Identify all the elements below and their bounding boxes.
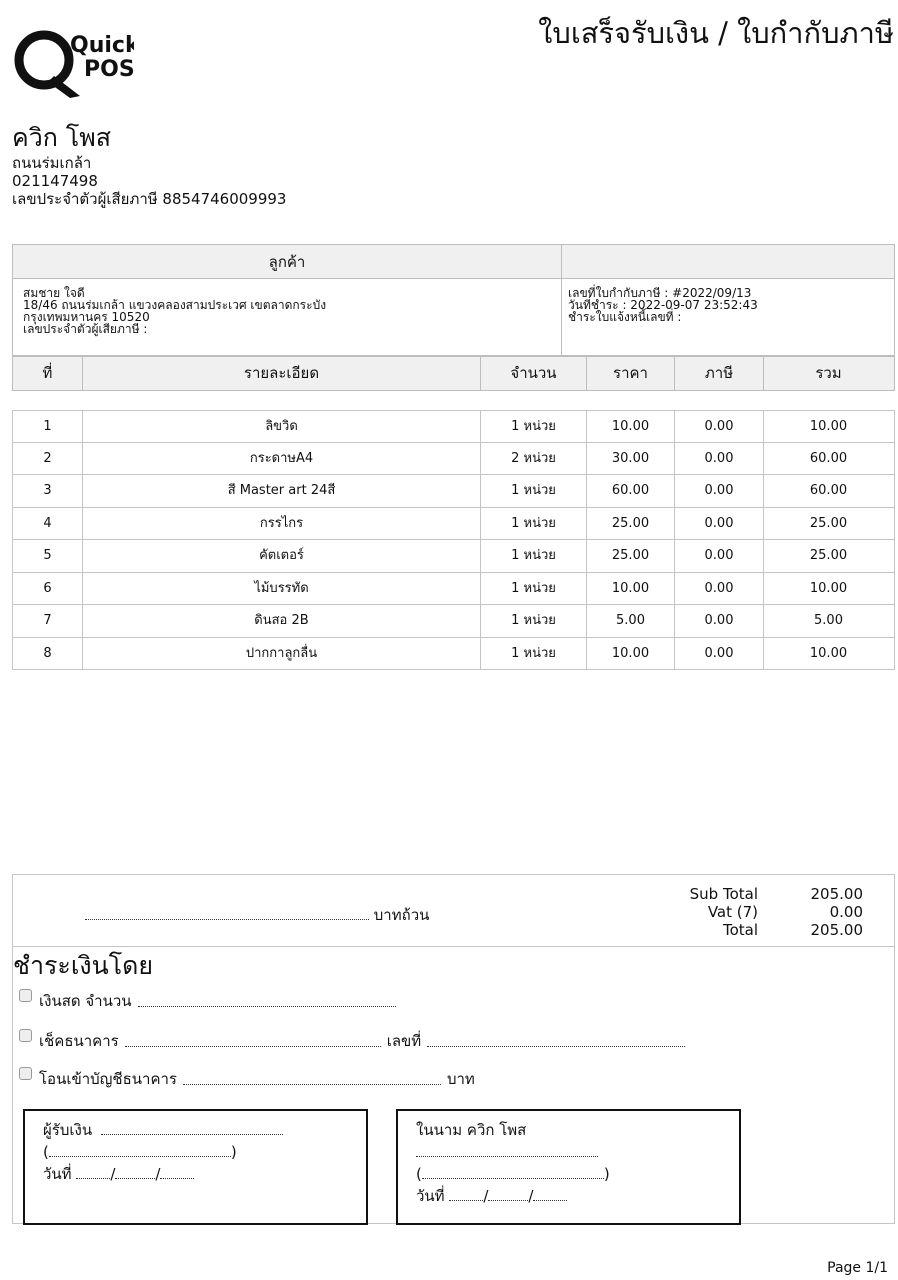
cash-amount-dotted-line	[138, 995, 396, 1007]
cell-total: 5.00	[814, 613, 843, 628]
cell-no: 5	[13, 540, 83, 572]
summary-labels	[653, 885, 758, 939]
transfer-amount-dotted-line	[183, 1073, 441, 1085]
col-header-price: ราคา	[587, 357, 675, 390]
cell-tax: 0.00	[675, 605, 764, 637]
cell-tax: 0.00	[675, 638, 764, 670]
items-table-header	[12, 356, 895, 391]
amount-words-dotted-line	[85, 908, 369, 920]
cell-tax: 0.00	[675, 540, 764, 572]
cheque-number-dotted-line	[427, 1035, 685, 1047]
cheque-label: เช็คธนาคาร	[39, 1032, 119, 1050]
company-logo	[14, 12, 134, 102]
col-header-no: ที่	[13, 357, 83, 390]
customer-tax-id: เลขประจำตัวผู้เสียภาษี :	[23, 322, 148, 336]
company-sign-line	[416, 1141, 721, 1163]
date-day-dotted	[76, 1167, 110, 1179]
invoice-details	[562, 279, 894, 355]
total-label: Total	[722, 921, 758, 939]
cell-total: 10.00	[809, 419, 848, 434]
transfer-label: โอนเข้าบัญชีธนาคาร	[39, 1070, 177, 1088]
company-tax-id: เลขประจำตัวผู้เสียภาษี 8854746009993	[12, 190, 287, 208]
cell-quantity: 1 หน่วย	[481, 540, 587, 572]
cell-no: 6	[13, 573, 83, 605]
table-row	[12, 410, 895, 443]
cheque-number-label: เลขที่	[386, 1032, 422, 1050]
cell-total: 60.00	[809, 483, 848, 498]
cell-description: คัตเตอร์	[83, 540, 481, 572]
cell-description: ลิขวิด	[83, 411, 481, 442]
subtotal-value: 205.00	[810, 885, 863, 903]
receiver-date-label: วันที่	[43, 1165, 72, 1183]
customer-box	[12, 244, 895, 356]
company-date-label: วันที่	[416, 1187, 445, 1205]
paren-close: )	[230, 1143, 237, 1161]
cell-no: 3	[13, 475, 83, 507]
company-info	[12, 122, 286, 208]
date-slash: /	[528, 1187, 534, 1205]
cell-tax: 0.00	[675, 573, 764, 605]
company-name: ควิก โพส	[12, 123, 112, 152]
payment-option-cheque	[19, 1029, 685, 1053]
cell-price: 10.00	[587, 638, 675, 670]
cell-quantity: 1 หน่วย	[481, 638, 587, 670]
cell-total: 60.00	[809, 450, 848, 466]
customer-address-line2: กรุงเทพมหานคร 10520	[23, 310, 150, 324]
cell-price: 10.00	[587, 573, 675, 605]
date-slash: /	[483, 1187, 489, 1205]
receiver-label: ผู้รับเงิน	[43, 1121, 93, 1139]
cell-quantity: 1 หน่วย	[481, 475, 587, 507]
logo-text-pos: POS	[84, 57, 134, 82]
paren-close: )	[603, 1165, 610, 1183]
on-behalf-label: ในนาม ควิก โพส	[416, 1121, 527, 1139]
total-value: 205.00	[810, 921, 863, 939]
items-table-body	[12, 410, 895, 670]
date-slash: /	[155, 1165, 161, 1183]
cell-quantity: 2 หน่วย	[481, 443, 587, 475]
date-year-dotted	[160, 1167, 194, 1179]
transfer-checkbox[interactable]	[19, 1067, 32, 1080]
invoice-header	[562, 245, 894, 279]
summary-values	[768, 885, 863, 939]
receiver-name-line	[43, 1141, 348, 1163]
baht-words-label: บาทถ้วน	[373, 906, 430, 924]
payment-option-cash	[19, 989, 396, 1013]
cash-checkbox[interactable]	[19, 989, 32, 1002]
cell-description: ไม้บรรทัด	[83, 573, 481, 605]
table-row	[12, 540, 895, 573]
cell-quantity: 1 หน่วย	[481, 605, 587, 637]
cell-description: ดินสอ 2B	[83, 605, 481, 637]
company-signature-box	[396, 1109, 741, 1225]
receiver-dotted-line	[101, 1123, 283, 1135]
payment-option-transfer	[19, 1067, 475, 1091]
date-month-dotted	[488, 1189, 528, 1201]
paren-open: (	[43, 1143, 49, 1161]
date-year-dotted	[533, 1189, 567, 1201]
cell-tax: 0.00	[675, 443, 764, 475]
invoice-number: เลขที่ใบกำกับภาษี : #2022/09/13	[568, 286, 752, 300]
cell-no: 7	[13, 605, 83, 637]
cell-description: กระดาษA4	[83, 443, 481, 475]
cell-tax: 0.00	[675, 411, 764, 442]
date-day-dotted	[449, 1189, 483, 1201]
cell-total: 25.00	[809, 515, 848, 531]
invoice-date: วันที่ชำระ : 2022-09-07 23:52:43	[568, 298, 758, 312]
company-name-line	[416, 1163, 721, 1185]
col-header-tax: ภาษี	[675, 357, 764, 390]
col-header-total: รวม	[815, 364, 842, 382]
cell-quantity: 1 หน่วย	[481, 573, 587, 605]
cell-price: 25.00	[587, 540, 675, 572]
cell-price: 25.00	[587, 508, 675, 540]
date-slash: /	[110, 1165, 116, 1183]
page-number: Page 1/1	[827, 1260, 888, 1276]
payment-summary-box	[12, 874, 895, 1224]
payment-method-title: ชำระเงินโดย	[13, 951, 154, 980]
receiver-date-line	[43, 1163, 348, 1185]
company-address: ถนนร่มเกล้า	[12, 154, 92, 172]
customer-header: ลูกค้า	[13, 245, 562, 279]
paren-open: (	[416, 1165, 422, 1183]
table-row	[12, 508, 895, 541]
table-row	[12, 475, 895, 508]
cell-no: 1	[13, 411, 83, 442]
document-title: ใบเสร็จรับเงิน / ใบกำกับภาษี	[538, 16, 894, 50]
totals-section	[13, 875, 894, 947]
logo-text-quick: Quick	[70, 33, 134, 58]
receiver-signature-box	[23, 1109, 368, 1225]
vat-label: Vat (7)	[707, 903, 758, 921]
cell-total: 10.00	[809, 645, 848, 661]
cell-quantity: 1 หน่วย	[481, 508, 587, 540]
table-row	[12, 443, 895, 476]
cell-price: 5.00	[587, 605, 675, 637]
cell-total: 10.00	[809, 580, 848, 596]
cell-no: 8	[13, 638, 83, 670]
cell-price: 30.00	[587, 443, 675, 475]
cell-quantity: 1 หน่วย	[481, 411, 587, 442]
cell-no: 2	[13, 443, 83, 475]
cell-description: สี Master art 24สี	[83, 475, 481, 507]
cell-description: ปากกาลูกลื่น	[83, 638, 481, 670]
cell-price: 10.00	[587, 411, 675, 442]
receiver-line	[43, 1119, 348, 1141]
customer-details	[13, 279, 562, 355]
cell-tax: 0.00	[675, 508, 764, 540]
cheque-bank-dotted-line	[125, 1035, 381, 1047]
table-row	[12, 573, 895, 606]
customer-name: สมชาย ใจดี	[23, 286, 85, 300]
quickpos-logo-icon	[14, 12, 134, 102]
cash-label: เงินสด จำนวน	[39, 992, 132, 1010]
invoice-ref: ชำระใบแจ้งหนี้เลขที่ :	[568, 310, 682, 324]
cell-total: 25.00	[809, 548, 848, 563]
amount-in-words	[85, 903, 429, 927]
company-phone: 021147498	[12, 172, 98, 190]
company-sign-dotted-line	[416, 1145, 598, 1157]
cheque-checkbox[interactable]	[19, 1029, 32, 1042]
cell-no: 4	[13, 508, 83, 540]
table-row	[12, 638, 895, 671]
customer-address-line1: 18/46 ถนนร่มเกล้า แขวงคลองสามประเวศ เขตลาดกระบัง	[23, 298, 327, 312]
cell-description: กรรไกร	[83, 508, 481, 540]
table-row	[12, 605, 895, 638]
company-name-dotted-line	[422, 1167, 604, 1179]
col-header-description: รายละเอียด	[83, 357, 481, 390]
cell-tax: 0.00	[675, 475, 764, 507]
cell-price: 60.00	[587, 475, 675, 507]
company-date-line	[416, 1185, 721, 1207]
receiver-name-dotted-line	[49, 1145, 231, 1157]
vat-value: 0.00	[829, 903, 863, 921]
date-month-dotted	[115, 1167, 155, 1179]
transfer-baht-label: บาท	[446, 1070, 475, 1088]
subtotal-label: Sub Total	[689, 885, 758, 903]
col-header-quantity: จำนวน	[481, 357, 587, 390]
